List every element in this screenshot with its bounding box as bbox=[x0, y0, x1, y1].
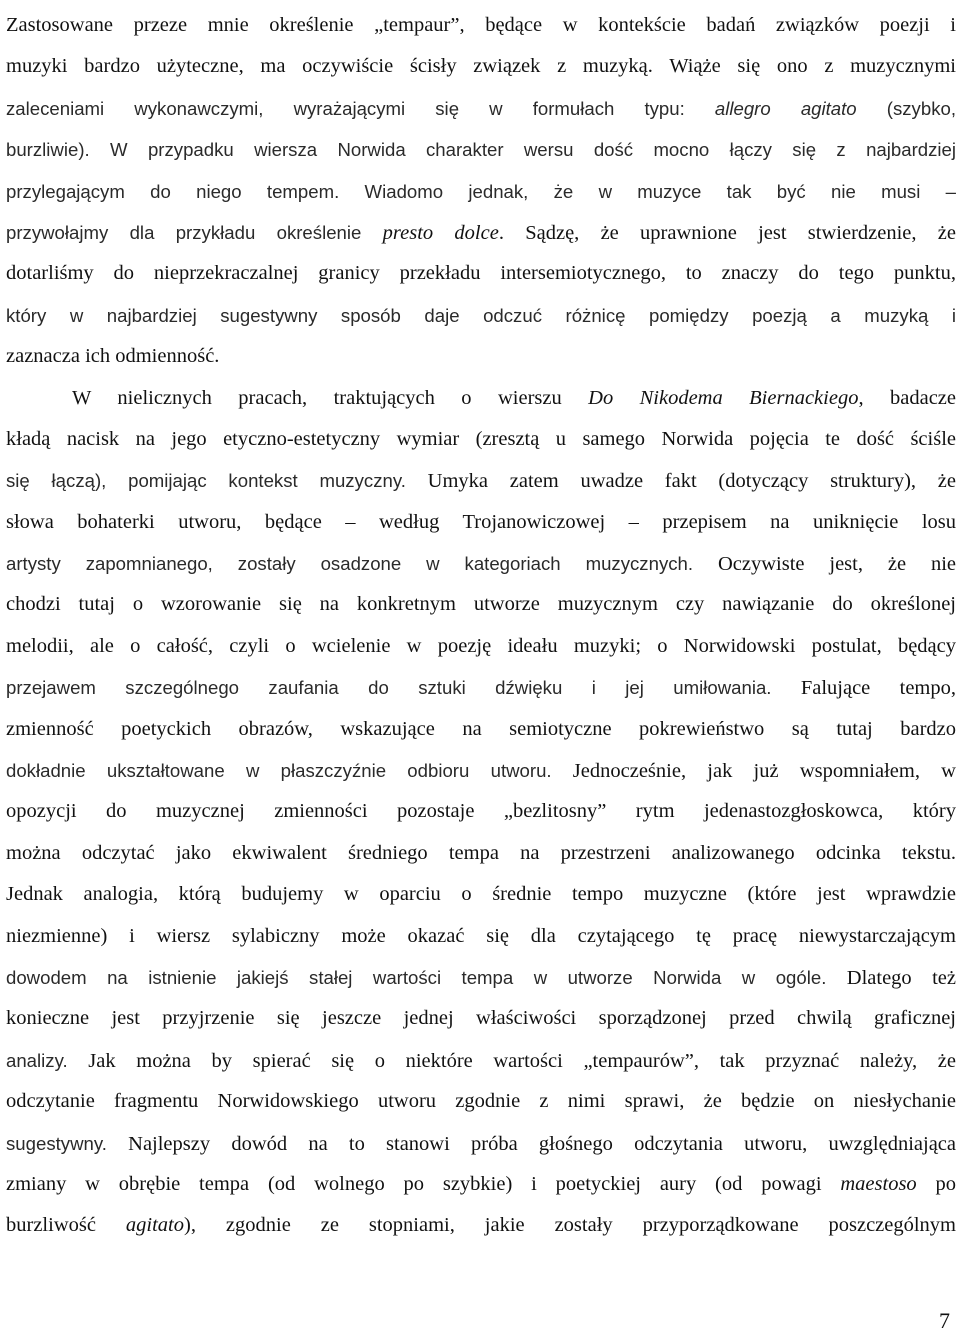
text-segment: ), zgodnie ze stopniami, jakie zostały przyporządkowane poszczególnym bbox=[184, 1214, 957, 1237]
text-line: konieczne jest przyjrzenie się jeszcze jednej właściwości sporządzonej przed chwilą graficznej bbox=[6, 1007, 956, 1030]
text-segment: burzliwie). bbox=[6, 139, 111, 161]
text-line: słowa bohaterki utworu, będące – według Trojanowiczowej – przepisem na uniknięcie losu bbox=[6, 510, 956, 533]
text-segment: dowodem na istnienie jakiejś stałej wartości tempa w utworze Norwida w ogóle. bbox=[6, 966, 827, 988]
text-line: muzyki bardzo użyteczne, ma oczywiście ścisły związek z muzyką. Wiąże się ono z muzycznymi bbox=[6, 55, 956, 78]
text-line: opozycji do muzycznej zmienności pozostaje „bezlitosny” rytm jedenastozgłoskowca, który bbox=[6, 800, 956, 823]
text-segment: przywołajmy dla przykładu określenie bbox=[6, 221, 383, 243]
text-segment: Jednocześnie, jak już wspomniałem, w bbox=[551, 760, 956, 783]
text-segment: , badacze bbox=[858, 386, 956, 409]
text-line bbox=[6, 1040, 956, 1081]
text-segment: po bbox=[916, 1172, 957, 1195]
text-segment: Oczywiste jest, że nie bbox=[693, 553, 957, 576]
italic-title: Do Nikodema Biernackiego bbox=[588, 386, 859, 409]
text-segment: przejawem szczególnego zaufania do sztuki dźwięku i jej umiłowania. bbox=[6, 677, 772, 699]
text-segment: Falujące tempo, bbox=[771, 677, 957, 700]
document-body bbox=[6, 5, 956, 1247]
text-segment: sugestywny. bbox=[6, 1132, 107, 1154]
text-segment: artysty zapomnianego, zostały osadzone w kategoriach muzycznych. bbox=[6, 553, 694, 575]
text-line: niezmienne) i wiersz sylabiczny może okazać się dla czytającego tę pracę niewystarczającym bbox=[6, 924, 956, 947]
text-line bbox=[6, 543, 956, 584]
document-page bbox=[6, 0, 956, 1340]
text-line bbox=[6, 957, 956, 998]
text-line: kładą nacisk na jego etyczno-estetyczny wymiar (zresztą u samego Norwida pojęcia te dość ściśle bbox=[6, 427, 956, 450]
text-line bbox=[6, 1123, 956, 1164]
text-line: zaznacza ich odmienność. bbox=[6, 345, 220, 368]
text-line bbox=[6, 1205, 956, 1246]
italic-term: presto dolce bbox=[382, 221, 499, 244]
text-line bbox=[6, 1164, 956, 1205]
text-line bbox=[6, 460, 956, 501]
text-segment: Jak można by spierać się o niektóre wartości „tempaurów”, tak przyznać należy, że bbox=[67, 1049, 956, 1072]
text-line: melodii, ale o całość, czyli o wcielenie w poezję ideału muzyki; o Norwidowski postulat, będący bbox=[6, 634, 956, 657]
italic-term: allegro agitato bbox=[714, 97, 857, 119]
text-segment: . Sądzę, że uprawnione jest stwierdzenie, że bbox=[498, 221, 956, 244]
text-segment: burzliwość bbox=[6, 1214, 126, 1237]
text-line bbox=[6, 88, 956, 129]
text-line bbox=[6, 212, 956, 253]
text-line: Jednak analogia, którą budujemy w oparciu o średnie tempo muzyczne (które jest wprawdzie bbox=[6, 883, 956, 906]
text-segment: dokładnie ukształtowane w płaszczyźnie odbioru utworu. bbox=[6, 760, 552, 782]
text-line: odczytanie fragmentu Norwidowskiego utworu zgodnie z nimi sprawi, że będzie on niesłychanie bbox=[6, 1090, 956, 1113]
italic-term: maestoso bbox=[840, 1172, 917, 1195]
text-segment: Dlatego też bbox=[826, 966, 956, 989]
text-line: Zastosowane przeze mnie określenie „tempaur”, będące w kontekście badań związków poezji i bbox=[6, 14, 956, 36]
text-segment: W nielicznych pracach, traktujących o wierszu bbox=[72, 386, 589, 409]
text-segment: Wiadomo jednak, że w muzyce tak być nie musi – bbox=[339, 180, 956, 202]
text-line bbox=[6, 129, 956, 170]
italic-term: agitato bbox=[125, 1214, 184, 1237]
text-segment: przylegającym do niego tempem. bbox=[6, 180, 340, 202]
text-line: można odczytać jako ekwiwalent średniego tempa na przestrzeni analizowanego odcinka tekstu. bbox=[6, 841, 956, 864]
text-line: który w najbardziej sugestywny sposób daje odczuć różnicę pomiędzy poezją a muzyką i bbox=[6, 304, 956, 326]
text-segment: (szybko, bbox=[856, 97, 957, 119]
text-segment: Umyka zatem uwadze fakt (dotyczący struktury), że bbox=[405, 470, 956, 493]
text-line: zmienność poetyckich obrazów, wskazujące na semiotyczne pokrewieństwo są tutaj bardzo bbox=[6, 717, 956, 740]
text-line bbox=[6, 750, 956, 791]
text-segment: zmiany w obrębie tempa (od wolnego po szybkie) i poetyckiej aury (od powagi bbox=[6, 1172, 841, 1195]
text-segment: W przypadku wiersza Norwida charakter wersu dość mocno łączy się z najbardziej bbox=[110, 139, 957, 161]
text-segment: zaleceniami wykonawczymi, wyrażającymi się w formułach typu: bbox=[6, 97, 715, 119]
page-number: 7 bbox=[939, 1308, 950, 1333]
text-line: dotarliśmy do nieprzekraczalnej granicy przekładu intersemiotycznego, to znaczy do tego punktu, bbox=[6, 262, 956, 285]
text-line: chodzi tutaj o wzorowanie się na konkretnym utworze muzycznym czy nawiązanie do określonej bbox=[6, 593, 956, 616]
text-line bbox=[6, 378, 956, 419]
text-segment: analizy. bbox=[6, 1049, 68, 1071]
text-line bbox=[6, 171, 956, 212]
text-segment: Najlepszy dowód na to stanowi próba głośnego odczytania utworu, uwzględniająca bbox=[106, 1132, 956, 1155]
text-segment: się łączą), pomijając kontekst muzyczny. bbox=[6, 470, 406, 492]
text-line bbox=[6, 667, 956, 708]
